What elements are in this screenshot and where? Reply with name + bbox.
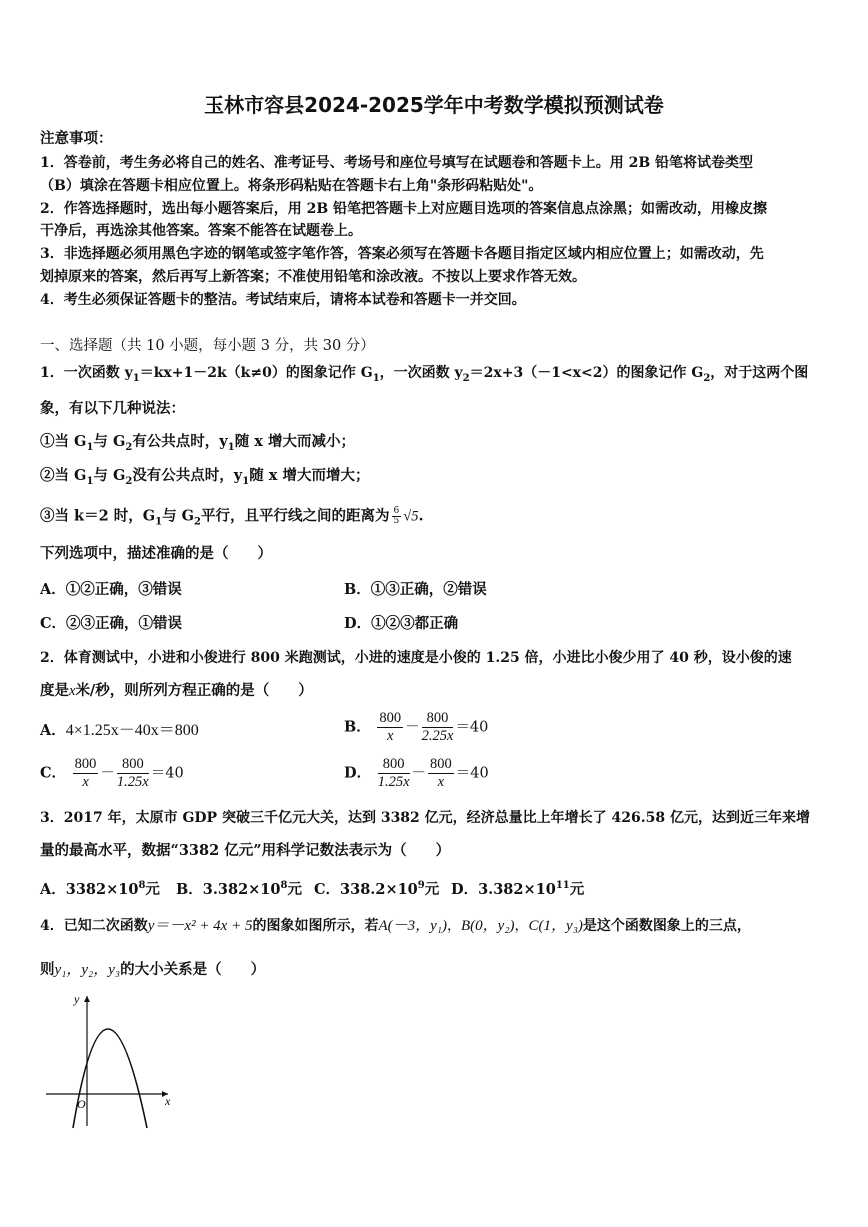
notice-line-7: 4．考生必须保证答题卡的整洁。考试结束后，请将本试卷和答题卡一并交回。	[40, 292, 526, 308]
q3-option-a: A．$3382\times 10^8$元	[40, 880, 160, 898]
notice-line-1: 1．答卷前，考生务必将自己的姓名、准考证号、考场号和座位号填写在试题卷和答题卡上。用 2B 铅笔将试卷类型	[40, 155, 754, 171]
q3-option-d: D．$3.382\times 10^{11}$元	[451, 880, 585, 898]
notice-line-4: 干净后，再选涂其他答案。答案不能答在试题卷上。	[40, 223, 362, 239]
x-axis-label: x	[165, 1094, 171, 1108]
notice-line-3: 2．作答选择题时，选出每小题答案后，用 2B 铅笔把答题卡上对应题目选项的答案信息点涂黑；如需改动，用橡皮擦	[40, 201, 768, 217]
q2-stem-line-1: 2．体育测试中，小进和小俊进行 800 米跑测试，小进的速度是小俊的 1.25 倍，小进比小俊少用了 40 秒，设小俊的速	[40, 650, 792, 666]
q1-statement-3: ③当 k＝2 时，$G_1$与 $G_2$平行，且平行线之间的距离为 $\frac{6}{5}$ √5.	[40, 506, 424, 528]
q1-prompt: 下列选项中，描述准确的是（ ）	[40, 545, 272, 562]
notice-line-2: （B）填涂在答题卡相应位置上。将条形码粘贴在答题卡右上角"条形码粘贴处"。	[40, 178, 543, 194]
q3-stem-line-1: 3．2017 年，太原市 GDP 突破三千亿元大关，达到 3382 亿元，经济总量比上年增长了 426.58 亿元，达到近三年来增	[40, 810, 810, 826]
q3-option-c: C．$338.2\times 10^9$元	[314, 880, 440, 898]
y-axis-arrow	[84, 996, 90, 1002]
notice-line-5: 3．非选择题必须用黑色字迹的钢笔或签字笔作答，答案必须写在答题卡各题目指定区域内相应位置上；如需改动，先	[40, 246, 764, 262]
parabola-curve	[73, 1029, 147, 1128]
q4-parabola-graph	[40, 990, 190, 1130]
q1-statement-2: ②当 $G_1$与 $G_2$没有公共点时，$y_1$随 x 增大而增大；	[40, 467, 370, 487]
section-heading: 一、选择题（共 10 小题，每小题 3 分，共 30 分）	[40, 338, 375, 354]
q2-stem-line-2: 度是x米/秒，则所列方程正确的是（ ）	[40, 682, 313, 699]
q1-option-a: A．①②正确，③错误	[40, 581, 182, 598]
origin-label: O	[77, 1097, 86, 1111]
q4-stem-line-1: 4．已知二次函数y＝－x² + 4x + 5的图象如图所示，若A(－3，y₁)，B(0，y₂)，C(1，y₃)是这个函数图象上的三点，	[40, 918, 751, 934]
notice-heading: 注意事项：	[40, 130, 113, 147]
q1-option-c: C．②③正确，①错误	[40, 615, 183, 632]
q2-option-b: B． $\frac{800}{x}$ － $\frac{800}{2.25x}$ ＝40	[344, 710, 489, 744]
q2-option-c: C． $\frac{800}{x}$ － $\frac{800}{1.25x}$ ＝40	[40, 756, 184, 790]
q3-option-b: B．$3.382\times 10^8$元	[176, 880, 302, 898]
q1-option-b: B．①③正确，②错误	[344, 581, 487, 598]
notice-line-6: 划掉原来的答案，然后再写上新答案；不准使用铅笔和涂改液。不按以上要求作答无效。	[40, 269, 586, 285]
y-axis-label: y	[74, 992, 80, 1006]
page-title: 玉林市容县2024-2025学年中考数学模拟预测试卷	[204, 93, 664, 117]
q1-stem-line-2: 象，有以下几种说法：	[40, 400, 185, 417]
q4-stem-line-2: 则y₁，y₂，y₃的大小关系是（ ）	[40, 961, 266, 978]
q1-option-d: D．①②③都正确	[344, 615, 459, 632]
q3-stem-line-2: 量的最高水平，数据“3382 亿元”用科学记数法表示为（ ）	[40, 842, 451, 859]
q1-stem-line-1: 1．一次函数 $y_1=kx+1-2k(k\ne 0)$的图象记作 $G_1$，一次函数 $y_2=2x+3(-1<x<2)$的图象记作 $G_2$，对于这两个图	[40, 365, 809, 384]
q1-statement-1: ①当 $G_1$与 $G_2$有公共点时，$y_1$随 x 增大而减小；	[40, 433, 355, 453]
q2-option-a: A．4×1.25x－40x＝800	[40, 722, 199, 739]
q2-option-d: D． $\frac{800}{1.25x}$ － $\frac{800}{x}$ ＝40	[344, 756, 489, 790]
